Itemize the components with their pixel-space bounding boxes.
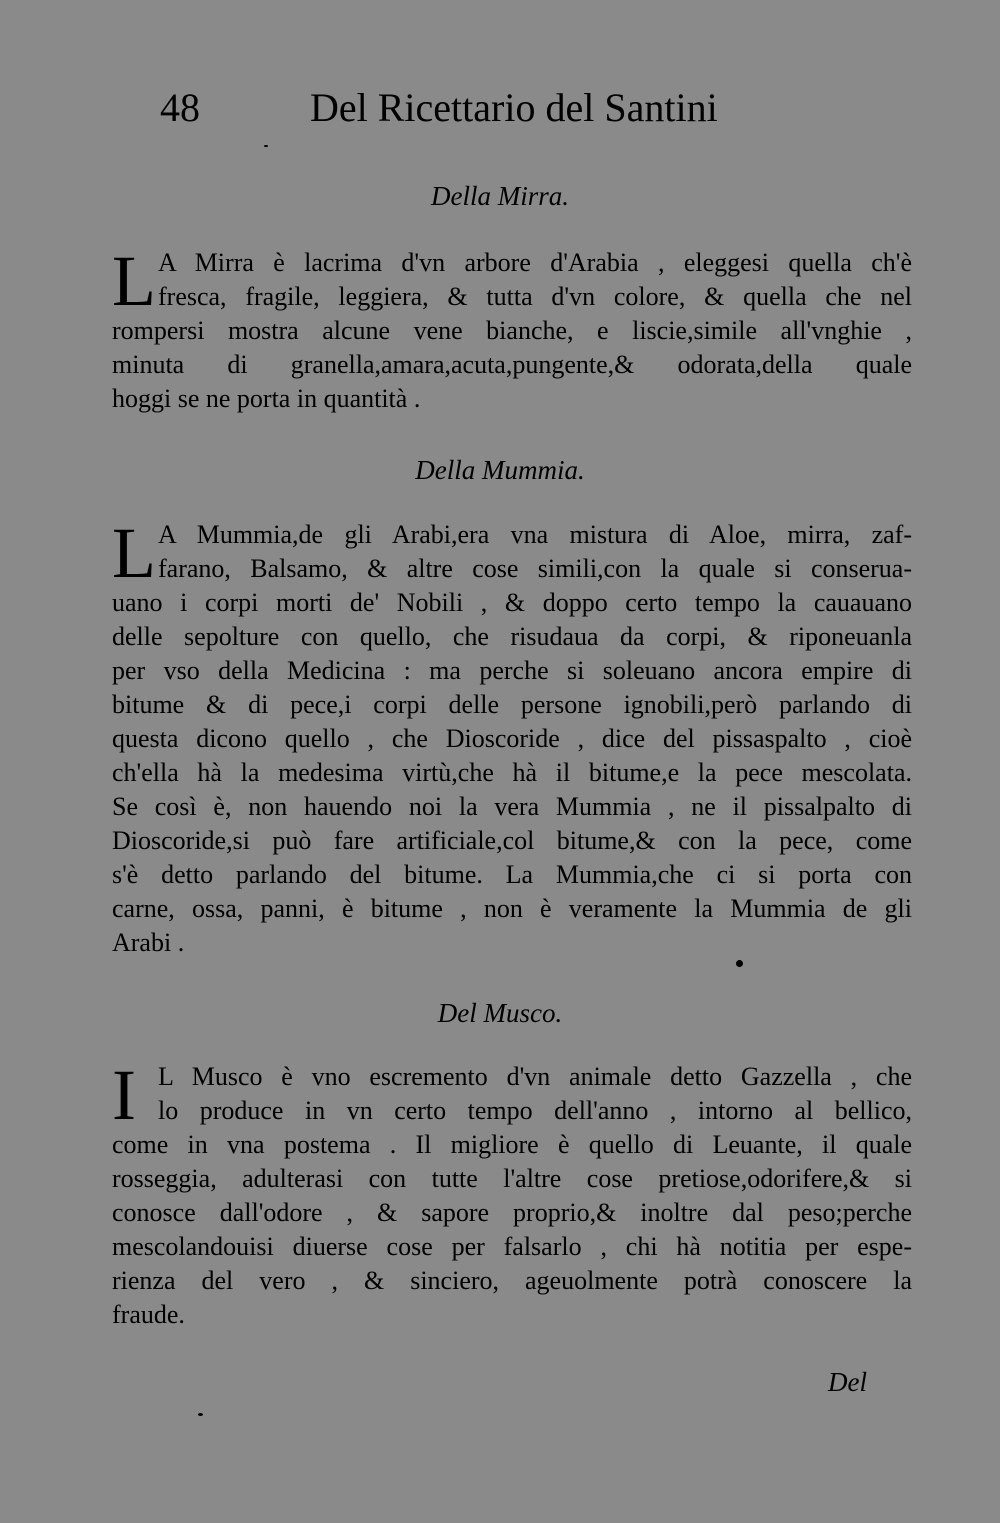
text-line: rompersi mostra alcune vene bianche, e liscie,simile all'vnghie ,: [112, 316, 912, 345]
text-line: A Mummia,de gli Arabi,era vna mistura di Aloe, mirra, zaf-: [158, 520, 912, 549]
text-line: per vso della Medicina : ma perche si soleuano ancora empire di: [112, 656, 912, 685]
ink-speck: [264, 145, 268, 147]
text-line: rosseggia, adulterasi con tutte l'altre cose pretiose,odorifere,& si: [112, 1164, 912, 1193]
text-line: rienza del vero , & sinciero, ageuolmente potrà conoscere la: [112, 1266, 912, 1295]
section-heading-mummia: Della Mummia.: [415, 455, 585, 485]
text-line: fraude.: [112, 1300, 185, 1329]
text-line: conosce dall'odore , & sapore proprio,& inoltre dal peso;perche: [112, 1198, 912, 1227]
text-line: questa dicono quello , che Dioscoride , dice del pissaspalto , cioè: [112, 724, 912, 753]
text-line: hoggi se ne porta in quantità .: [112, 384, 421, 413]
drop-cap: L: [112, 513, 156, 593]
section-body-mirra: [112, 241, 912, 426]
text-line: carne, ossa, panni, è bitume , non è veramente la Mummia de gli: [112, 894, 912, 923]
text-line: A Mirra è lacrima d'vn arbore d'Arabia , eleggesi quella ch'è: [158, 248, 912, 277]
text-line: uano i corpi morti de' Nobili , & doppo certo tempo la cauauano: [112, 588, 912, 617]
section-body-musco: [112, 1055, 912, 1340]
ink-speck: [736, 960, 743, 967]
text-line: ch'ella hà la medesima virtù,che hà il bitume,e la pece mescolata.: [112, 758, 912, 787]
text-line: Se così è, non hauendo noi la vera Mummia , ne il pissalpalto di: [112, 792, 912, 821]
text-line: delle sepolture con quello, che risudaua da corpi, & riponeuanla: [112, 622, 912, 651]
text-line: s'è detto parlando del bitume. La Mummia,che ci si porta con: [112, 860, 912, 889]
section-heading-mirra: Della Mirra.: [431, 181, 569, 211]
text-line: mescolandouisi diuerse cose per falsarlo , chi hà notitia per espe-: [112, 1232, 912, 1261]
text-line: L Musco è vno escremento d'vn animale detto Gazzella , che: [158, 1062, 912, 1091]
section-body-mummia: [112, 513, 912, 968]
drop-cap: I: [112, 1055, 136, 1135]
text-line: come in vna postema . Il migliore è quello di Leuante, il quale: [112, 1130, 912, 1159]
text-line: Arabi .: [112, 928, 185, 957]
drop-cap: L: [112, 241, 156, 321]
running-title: Del Ricettario del Santini: [310, 85, 718, 130]
catchword: Del: [828, 1367, 867, 1397]
section-heading-musco: Del Musco.: [437, 998, 563, 1028]
running-head: [160, 78, 760, 138]
text-line: bitume & di pece,i corpi delle persone ignobili,però parlando di: [112, 690, 912, 719]
text-line: farano, Balsamo, & altre cose simili,con la quale si conserua-: [158, 554, 912, 583]
text-line: lo produce in vn certo tempo dell'anno , intorno al bellico,: [158, 1096, 912, 1125]
text-line: fresca, fragile, leggiera, & tutta d'vn colore, & quella che nel: [158, 282, 912, 311]
text-line: minuta di granella,amara,acuta,pungente,& odorata,della quale: [112, 350, 912, 379]
text-line: Dioscoride,si può fare artificiale,col bitume,& con la pece, come: [112, 826, 912, 855]
ink-speck: [198, 1413, 203, 1416]
page-number: 48: [160, 85, 200, 130]
